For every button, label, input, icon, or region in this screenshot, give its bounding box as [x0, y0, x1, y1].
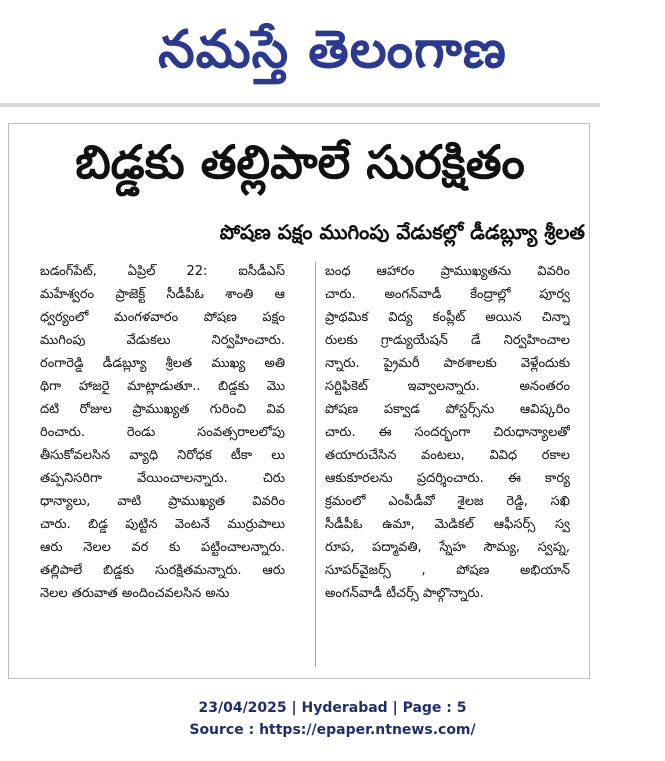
article-text-line: తల్లిపాలే బిడ్డకు సురక్షితమన్నారు. ఆరు	[40, 563, 285, 578]
article-text-line: బంధ ఆహారం ప్రాముఖ్యతను వివరిం	[325, 264, 570, 279]
article-text-line: ప్రాథమిక విద్య కంప్లీట్ అయిన చిన్నా	[325, 310, 570, 325]
article-text-line: ముగింపు వేడుకలు నిర్వహించారు.	[40, 333, 285, 348]
newspaper-masthead	[0, 0, 665, 100]
article-text-line: మహేశ్వరం ప్రాజెక్ట్ సీడీపీఓ శాంతి ఆ	[40, 287, 285, 302]
article-text-line: రూప, పద్మావతి, స్నేహ సౌమ్య, స్వప్న,	[325, 540, 570, 555]
article-text-line: ధాన్యాలు, వాటి ప్రాముఖ్యత వివరిం	[40, 494, 285, 509]
article-text-line: రించారు. రెండు సంవత్సరాలలోపు	[40, 425, 285, 440]
article-text-line: చారు. అంగన్‌వాడీ కేంద్రాల్లో పూర్వ	[325, 287, 570, 302]
article-subheadline: పోషణ పక్షం ముగింపు వేడుకల్లో డీడబ్ల్యూ శ్రీలత	[219, 220, 585, 244]
article-column-right	[325, 260, 570, 605]
article-text-line: దటి రోజుల ప్రాముఖ్యత గురించి వివ	[40, 402, 285, 417]
edition-info: 23/04/2025 | Hyderabad | Page : 5	[198, 700, 467, 716]
article-text-line: తప్పనిసరిగా వేయించాలన్నారు. చిరు	[40, 471, 285, 486]
article-text-line: చారు. బిడ్డ పుట్టిన వెంటనే ముర్రుపాలు	[40, 517, 285, 532]
article-text-line: చారు. ఈ సందర్భంగా చిరుధాన్యాలతో	[325, 425, 570, 440]
article-text-line: రంగారెడ్డి డీడబ్ల్యూ శ్రీలత ముఖ్య అతి	[40, 356, 285, 371]
article-text-line: సర్టిఫికెట్ ఇవ్వాలన్నారు. అనంతరం	[325, 379, 570, 394]
article-text-line: నెలల తరువాత అందించవలసిన అను	[40, 586, 230, 601]
article-headline: బిడ్డకు తల్లిపాలే సురక్షితం	[75, 135, 525, 189]
article-text-line: తయారుచేసిన వంటలు, వివిధ రకాల	[325, 448, 570, 463]
masthead-title: నమస్తే తెలంగాణ	[158, 19, 507, 80]
article-text-line: సూపర్‌వైజర్స్ , పోషణ అభియాన్	[325, 563, 570, 578]
article-text-line: క్రమంలో ఎంపీడీవో శైలజ రెడ్డి, సఖి	[325, 494, 570, 509]
article-column-left	[40, 260, 285, 605]
source-link[interactable]: Source : https://epaper.ntnews.com/	[189, 722, 476, 738]
article-text-line: ధ్వర్యంలో మంగళవారం పోషణ పక్షం	[40, 310, 285, 325]
article-text-line: ఆకుకూరలను ప్రదర్శించారు. ఈ కార్య	[325, 471, 570, 486]
article-text-line: తీసుకోవలసిన వ్యాధి నిరోధక టీకా లు	[40, 448, 285, 463]
article-text-line: బడంగ్‌పేట్, ఏప్రిల్ 22: ఐసీడీఎస్	[40, 264, 285, 279]
column-divider	[315, 262, 316, 667]
article-text-line: ఆరు నెలల వర కు పట్టించాలన్నారు.	[40, 540, 285, 555]
article-text-line: పోషణ పక్వాడ పోస్టర్స్‌ను ఆవిష్కరిం	[325, 402, 570, 417]
article-text-line: రులకు గ్రాడ్యుయేషన్ డే నిర్వహించాల	[325, 333, 570, 348]
masthead-divider	[0, 103, 600, 107]
article-text-line: అంగన్‌వాడీ టీచర్స్ పాల్గొన్నారు.	[325, 586, 484, 601]
article-text-line: న్నారు. ప్రైమరీ పాఠశాలకు వెళ్లేందుకు	[325, 356, 570, 371]
article-text-line: థిగా హాజరై మాట్లాడుతూ.. బిడ్డకు మొ	[40, 379, 285, 394]
article-text-line: సీడీపీఓ ఉమా, మెడికల్ ఆఫీసర్స్ స్వ	[325, 517, 570, 532]
